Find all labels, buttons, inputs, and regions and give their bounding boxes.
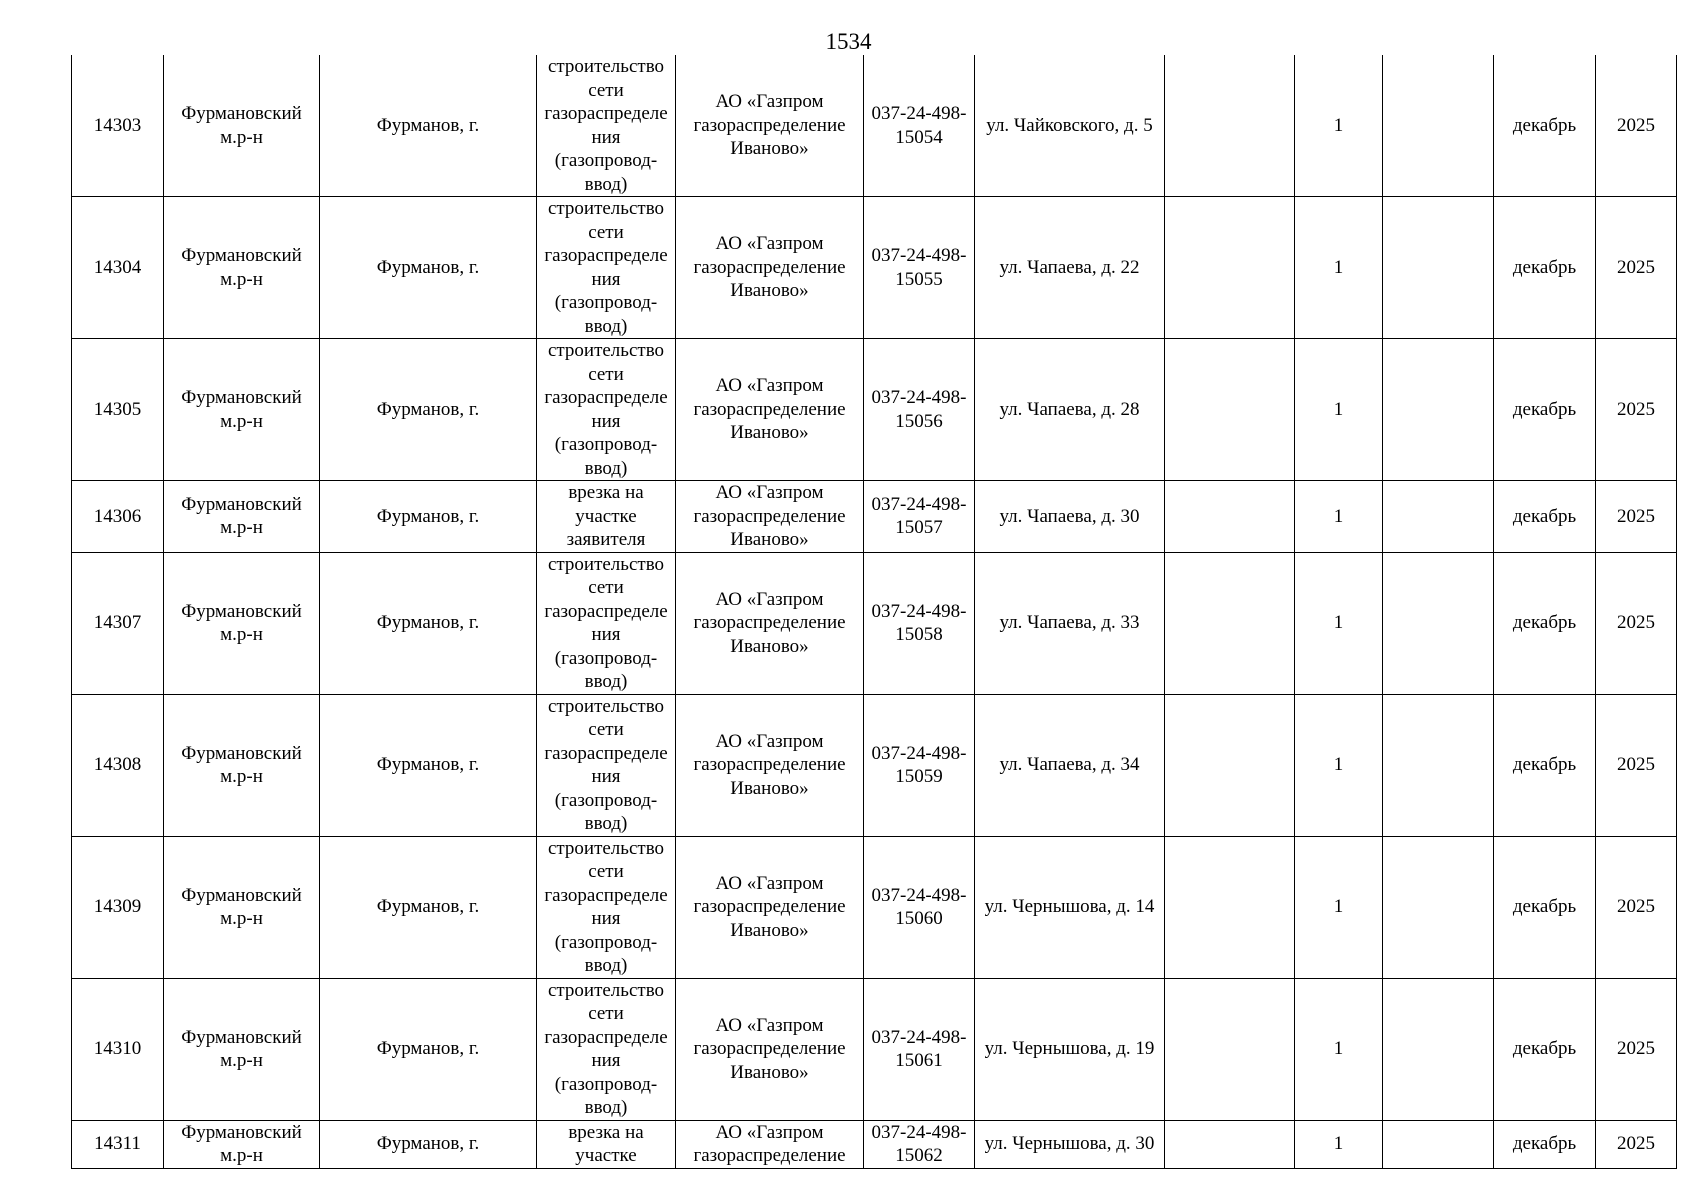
cell-organization: АО «Газпром газораспределение Иваново» xyxy=(676,978,864,1120)
cell-quantity: 1 xyxy=(1295,197,1383,339)
cell-settlement: Фурманов, г. xyxy=(320,197,537,339)
page-number: 1534 xyxy=(825,29,872,54)
cell-year: 2025 xyxy=(1596,481,1677,553)
cell-district: Фурмановский м.р-н xyxy=(164,1120,320,1168)
cell-empty xyxy=(1383,339,1494,481)
cell-settlement: Фурманов, г. xyxy=(320,552,537,694)
cell-work-type: врезка на участке заявителя xyxy=(537,481,676,553)
cell-organization: АО «Газпром газораспределение Иваново» xyxy=(676,55,864,197)
table-row xyxy=(72,978,1677,1120)
cell-code: 037-24-498-15059 xyxy=(864,694,975,836)
cell-year: 2025 xyxy=(1596,197,1677,339)
cell-quantity: 1 xyxy=(1295,836,1383,978)
cell-year: 2025 xyxy=(1596,1120,1677,1168)
cell-number: 14310 xyxy=(72,978,164,1120)
cell-month: декабрь xyxy=(1494,197,1596,339)
cell-settlement: Фурманов, г. xyxy=(320,1120,537,1168)
cell-code: 037-24-498-15056 xyxy=(864,339,975,481)
cell-empty xyxy=(1165,552,1295,694)
cell-district: Фурмановский м.р-н xyxy=(164,55,320,197)
cell-empty xyxy=(1165,1120,1295,1168)
cell-empty xyxy=(1165,339,1295,481)
cell-settlement: Фурманов, г. xyxy=(320,694,537,836)
table-row xyxy=(72,1120,1677,1168)
cell-work-type: строительство сети газораспределения (газопровод-ввод) xyxy=(537,552,676,694)
cell-quantity: 1 xyxy=(1295,552,1383,694)
cell-number: 14303 xyxy=(72,55,164,197)
cell-code: 037-24-498-15058 xyxy=(864,552,975,694)
cell-empty xyxy=(1383,836,1494,978)
cell-empty xyxy=(1383,552,1494,694)
cell-empty xyxy=(1165,978,1295,1120)
data-table xyxy=(71,55,1677,1169)
cell-address: ул. Чайковского, д. 5 xyxy=(975,55,1165,197)
cell-empty xyxy=(1383,978,1494,1120)
cell-organization: АО «Газпром газораспределение Иваново» xyxy=(676,694,864,836)
cell-address: ул. Чапаева, д. 22 xyxy=(975,197,1165,339)
cell-number: 14308 xyxy=(72,694,164,836)
cell-month: декабрь xyxy=(1494,1120,1596,1168)
cell-year: 2025 xyxy=(1596,55,1677,197)
cell-code: 037-24-498-15060 xyxy=(864,836,975,978)
cell-month: декабрь xyxy=(1494,339,1596,481)
cell-district: Фурмановский м.р-н xyxy=(164,339,320,481)
cell-address: ул. Чапаева, д. 30 xyxy=(975,481,1165,553)
cell-empty xyxy=(1383,694,1494,836)
cell-month: декабрь xyxy=(1494,481,1596,553)
table-row xyxy=(72,197,1677,339)
cell-empty xyxy=(1383,55,1494,197)
cell-quantity: 1 xyxy=(1295,55,1383,197)
cell-month: декабрь xyxy=(1494,552,1596,694)
cell-district: Фурмановский м.р-н xyxy=(164,552,320,694)
cell-code: 037-24-498-15057 xyxy=(864,481,975,553)
cell-number: 14307 xyxy=(72,552,164,694)
cell-district: Фурмановский м.р-н xyxy=(164,836,320,978)
cell-quantity: 1 xyxy=(1295,339,1383,481)
cell-address: ул. Чернышова, д. 14 xyxy=(975,836,1165,978)
cell-settlement: Фурманов, г. xyxy=(320,481,537,553)
cell-number: 14306 xyxy=(72,481,164,553)
cell-code: 037-24-498-15062 xyxy=(864,1120,975,1168)
cell-empty xyxy=(1165,55,1295,197)
cell-empty xyxy=(1383,1120,1494,1168)
cell-year: 2025 xyxy=(1596,694,1677,836)
cell-number: 14309 xyxy=(72,836,164,978)
cell-organization: АО «Газпром газораспределение Иваново» xyxy=(676,197,864,339)
cell-number: 14304 xyxy=(72,197,164,339)
cell-quantity: 1 xyxy=(1295,978,1383,1120)
cell-address: ул. Чернышова, д. 30 xyxy=(975,1120,1165,1168)
cell-address: ул. Чапаева, д. 34 xyxy=(975,694,1165,836)
cell-code: 037-24-498-15055 xyxy=(864,197,975,339)
cell-address: ул. Чернышова, д. 19 xyxy=(975,978,1165,1120)
cell-empty xyxy=(1165,694,1295,836)
cell-empty xyxy=(1165,481,1295,553)
cell-empty xyxy=(1165,836,1295,978)
table-row xyxy=(72,836,1677,978)
cell-year: 2025 xyxy=(1596,836,1677,978)
cell-work-type: строительство сети газораспределения (газопровод-ввод) xyxy=(537,339,676,481)
cell-number: 14311 xyxy=(72,1120,164,1168)
cell-quantity: 1 xyxy=(1295,481,1383,553)
cell-work-type: строительство сети газораспределения (газопровод-ввод) xyxy=(537,55,676,197)
cell-settlement: Фурманов, г. xyxy=(320,55,537,197)
table-row xyxy=(72,55,1677,197)
table-row xyxy=(72,552,1677,694)
cell-organization: АО «Газпром газораспределение Иваново» xyxy=(676,552,864,694)
cell-district: Фурмановский м.р-н xyxy=(164,694,320,836)
table-row xyxy=(72,694,1677,836)
cell-work-type: врезка на участке xyxy=(537,1120,676,1168)
cell-work-type: строительство сети газораспределения (газопровод-ввод) xyxy=(537,197,676,339)
cell-number: 14305 xyxy=(72,339,164,481)
cell-address: ул. Чапаева, д. 33 xyxy=(975,552,1165,694)
cell-address: ул. Чапаева, д. 28 xyxy=(975,339,1165,481)
cell-quantity: 1 xyxy=(1295,694,1383,836)
cell-settlement: Фурманов, г. xyxy=(320,978,537,1120)
cell-quantity: 1 xyxy=(1295,1120,1383,1168)
cell-empty xyxy=(1383,481,1494,553)
cell-settlement: Фурманов, г. xyxy=(320,836,537,978)
cell-district: Фурмановский м.р-н xyxy=(164,197,320,339)
table-row xyxy=(72,481,1677,553)
cell-organization: АО «Газпром газораспределение Иваново» xyxy=(676,836,864,978)
cell-district: Фурмановский м.р-н xyxy=(164,978,320,1120)
table-body xyxy=(72,55,1677,1168)
cell-month: декабрь xyxy=(1494,694,1596,836)
cell-month: декабрь xyxy=(1494,836,1596,978)
cell-year: 2025 xyxy=(1596,978,1677,1120)
cell-organization: АО «Газпром газораспределение Иваново» xyxy=(676,339,864,481)
cell-month: декабрь xyxy=(1494,55,1596,197)
cell-year: 2025 xyxy=(1596,552,1677,694)
cell-code: 037-24-498-15054 xyxy=(864,55,975,197)
cell-organization: АО «Газпром газораспределение Иваново» xyxy=(676,481,864,553)
cell-year: 2025 xyxy=(1596,339,1677,481)
cell-empty xyxy=(1383,197,1494,339)
table-row xyxy=(72,339,1677,481)
cell-work-type: строительство сети газораспределения (газопровод-ввод) xyxy=(537,836,676,978)
cell-month: декабрь xyxy=(1494,978,1596,1120)
cell-empty xyxy=(1165,197,1295,339)
cell-work-type: строительство сети газораспределения (газопровод-ввод) xyxy=(537,978,676,1120)
cell-code: 037-24-498-15061 xyxy=(864,978,975,1120)
cell-organization: АО «Газпром газораспределение xyxy=(676,1120,864,1168)
cell-settlement: Фурманов, г. xyxy=(320,339,537,481)
cell-district: Фурмановский м.р-н xyxy=(164,481,320,553)
cell-work-type: строительство сети газораспределения (газопровод-ввод) xyxy=(537,694,676,836)
